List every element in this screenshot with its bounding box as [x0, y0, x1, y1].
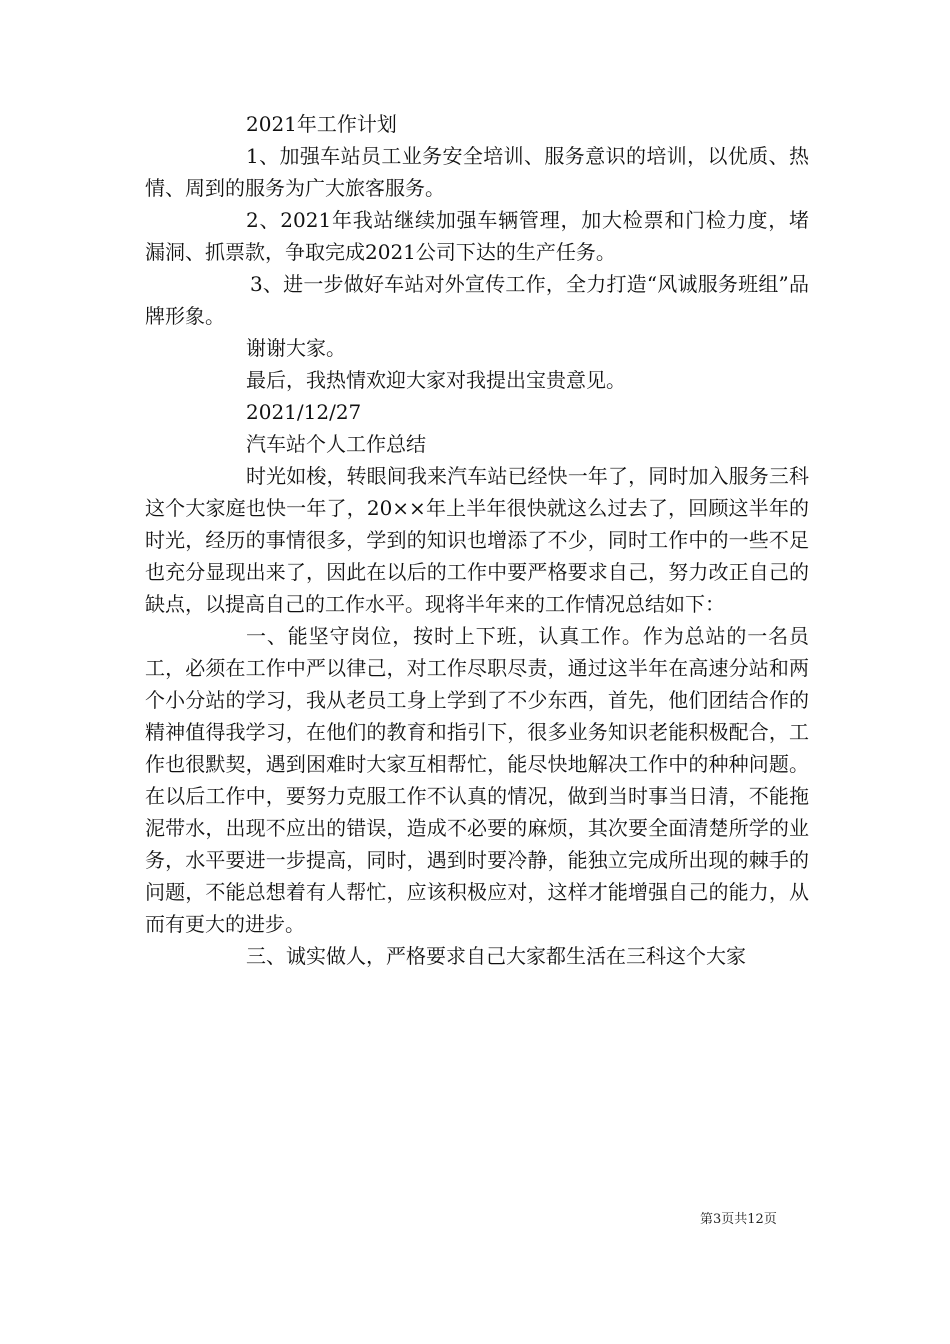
paragraph-plan-item-2: 2、2021年我站继续加强车辆管理，加大检票和门检力度，堵漏洞、抓票款，争取完成2021公司下达的生产任务。 [145, 208, 809, 264]
paragraph-summary-intro: 时光如梭，转眼间我来汽车站已经快一年了，同时加入服务三科这个大家庭也快一年了，20××年上半年很快就这么过去了，回顾这半年的时光，经历的事情很多，学到的知识也增添了不少，同时工作中的一些不足也充分显现出来了，因此在以后的工作中要严格要求自己，努力改正自己的缺点，以提高自己的工作水平。现将半年来的工作情况总结如下： [145, 464, 809, 616]
section-heading-2021-plan: 2021年工作计划 [246, 112, 397, 136]
paragraph-closing: 最后，我热情欢迎大家对我提出宝贵意见。 [246, 368, 626, 392]
paragraph-date: 2021/12/27 [246, 400, 362, 424]
page-number-footer: 第3页共12页 [700, 1212, 777, 1227]
paragraph-summary-point-1: 一、能坚守岗位，按时上下班，认真工作。作为总站的一名员工，必须在工作中严以律己，对工作尽职尽责，通过这半年在高速分站和两个小分站的学习，我从老员工身上学到了不少东西，首先，他们团结合作的精神值得我学习，在他们的教育和指引下，很多业务知识老能积极配合，工作也很默契，遇到困难时大家互相帮忙，能尽快地解决工作中的种种问题。在以后工作中，要努力克服工作不认真的情况，做到当时事当日清，不能拖泥带水，出现不应出的错误，造成不必要的麻烦，其次要全面清楚所学的业务，水平要进一步提高，同时，遇到时要冷静，能独立完成所出现的棘手的问题，不能总想着有人帮忙，应该积极应对，这样才能增强自己的能力，从而有更大的进步。 [145, 624, 809, 936]
paragraph-plan-item-3: 3、进一步做好车站对外宣传工作，全力打造“风诚服务班组”品牌形象。 [145, 272, 809, 328]
paragraph-summary-point-3: 三、诚实做人，严格要求自己大家都生活在三科这个大家 [246, 944, 746, 968]
document-body [145, 108, 809, 972]
paragraph-plan-item-1: 1、加强车站员工业务安全培训、服务意识的培训，以优质、热情、周到的服务为广大旅客服务。 [145, 144, 809, 200]
paragraph-thanks: 谢谢大家。 [246, 336, 346, 360]
section-heading-summary: 汽车站个人工作总结 [246, 432, 426, 456]
